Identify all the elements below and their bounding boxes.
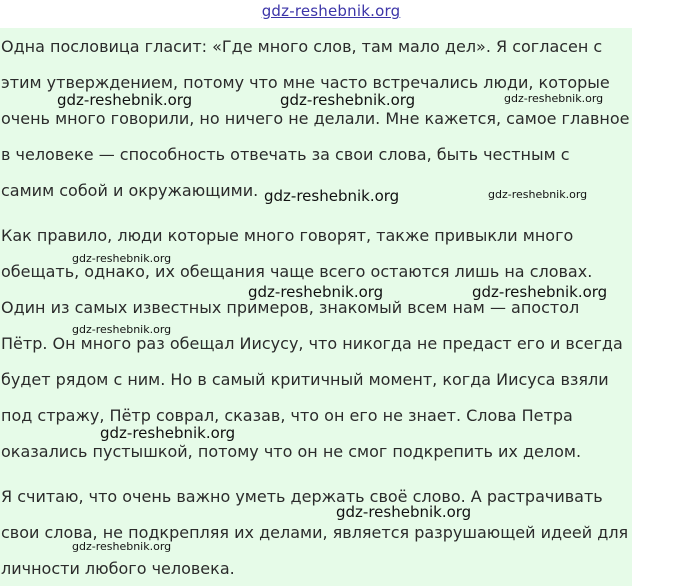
text-line: личности любого человека. [1,559,235,578]
text-line: Один из самых известных примеров, знакомый всем нам — апостол [1,298,580,317]
text-line: обещать, однако, их обещания чаще всего остаются лишь на словах. [1,262,593,281]
watermark: gdz-reshebnik.org [488,188,588,201]
watermark: gdz-reshebnik.org [472,283,608,301]
text-line: этим утверждением, потому что мне часто встречались люди, которые [1,73,610,92]
text-line: Пётр. Он много раз обещал Иисусу, что никогда не предаст его и всегда [1,334,623,353]
watermark: gdz-reshebnik.org [280,91,416,109]
watermark: gdz-reshebnik.org [100,424,236,442]
watermark: gdz-reshebnik.org [248,283,384,301]
watermark: gdz-reshebnik.org [72,252,172,265]
text-line: в человеке — способность отвечать за свои слова, быть честным с [1,145,570,164]
site-link[interactable]: gdz-reshebnik.org [261,2,401,20]
text-line: самим собой и окружающими. [1,181,259,200]
text-line: будет рядом с ним. Но в самый критичный момент, когда Иисуса взяли [1,370,609,389]
text-line: Как правило, люди которые много говорят, также привыкли много [1,226,574,245]
watermark: gdz-reshebnik.org [336,503,472,521]
text-line: Одна пословица гласит: «Где много слов, там мало дел». Я согласен с [1,37,603,56]
text-line: очень много говорили, но ничего не делали. Мне кажется, самое главное [1,109,630,128]
site-header [0,0,680,28]
text-line: Я считаю, что очень важно уметь держать своё слово. А растрачивать [1,487,603,506]
watermark: gdz-reshebnik.org [504,92,604,105]
text-line: под стражу, Пётр соврал, сказав, что он его не знает. Слова Петра [1,406,573,425]
text-line: оказались пустышкой, потому что он не смог подкрепить их делом. [1,442,582,461]
watermark: gdz-reshebnik.org [72,323,172,336]
watermark: gdz-reshebnik.org [57,91,193,109]
text-line: свои слова, не подкрепляя их делами, является разрушающей идеей для [1,523,629,542]
watermark: gdz-reshebnik.org [72,540,172,553]
watermark: gdz-reshebnik.org [264,187,400,205]
